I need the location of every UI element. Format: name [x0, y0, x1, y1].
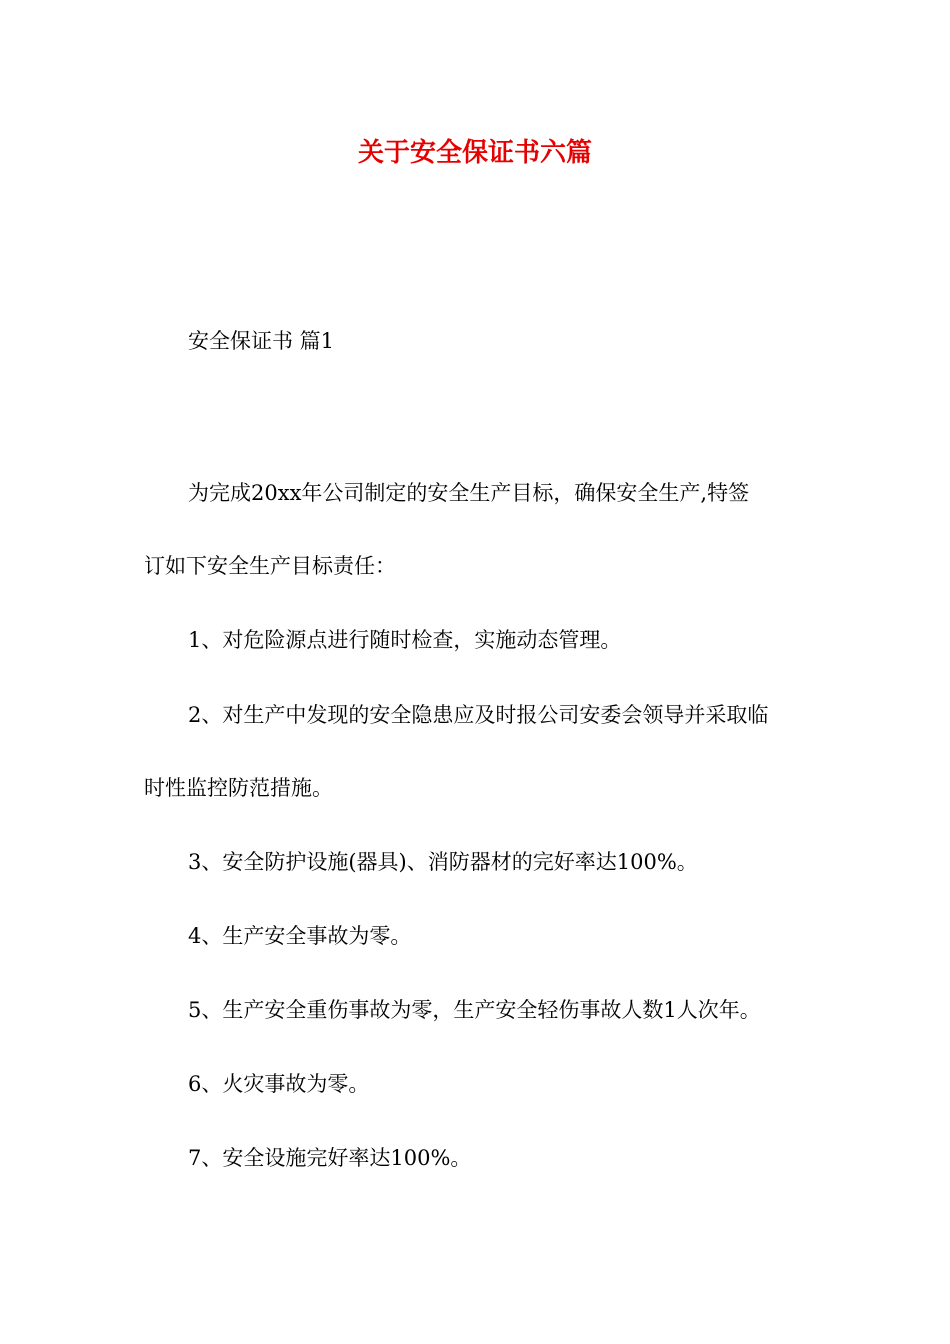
- document-title: 关于安全保证书六篇: [357, 138, 592, 168]
- section-heading: 安全保证书 篇1: [188, 329, 335, 353]
- paragraph-item-7: 7、安全设施完好率达100%。: [188, 1146, 472, 1170]
- paragraph-item-6: 6、火灾事故为零。: [188, 1072, 370, 1096]
- paragraph-intro-line-1: 为完成20xx年公司制定的安全生产目标，确保安全生产,特签: [188, 481, 750, 505]
- paragraph-item-2-line-2: 时性监控防范措施。: [144, 776, 333, 800]
- paragraph-intro-line-2: 订如下安全生产目标责任：: [144, 554, 396, 578]
- paragraph-item-1: 1、对危险源点进行随时检查，实施动态管理。: [188, 628, 622, 652]
- paragraph-item-5: 5、生产安全重伤事故为零，生产安全轻伤事故人数1人次年。: [188, 998, 761, 1022]
- paragraph-item-3: 3、安全防护设施(器具)、消防器材的完好率达100%。: [188, 850, 698, 874]
- paragraph-item-2-line-1: 2、对生产中发现的安全隐患应及时报公司安委会领导并采取临: [188, 703, 769, 727]
- paragraph-item-4: 4、生产安全事故为零。: [188, 924, 412, 948]
